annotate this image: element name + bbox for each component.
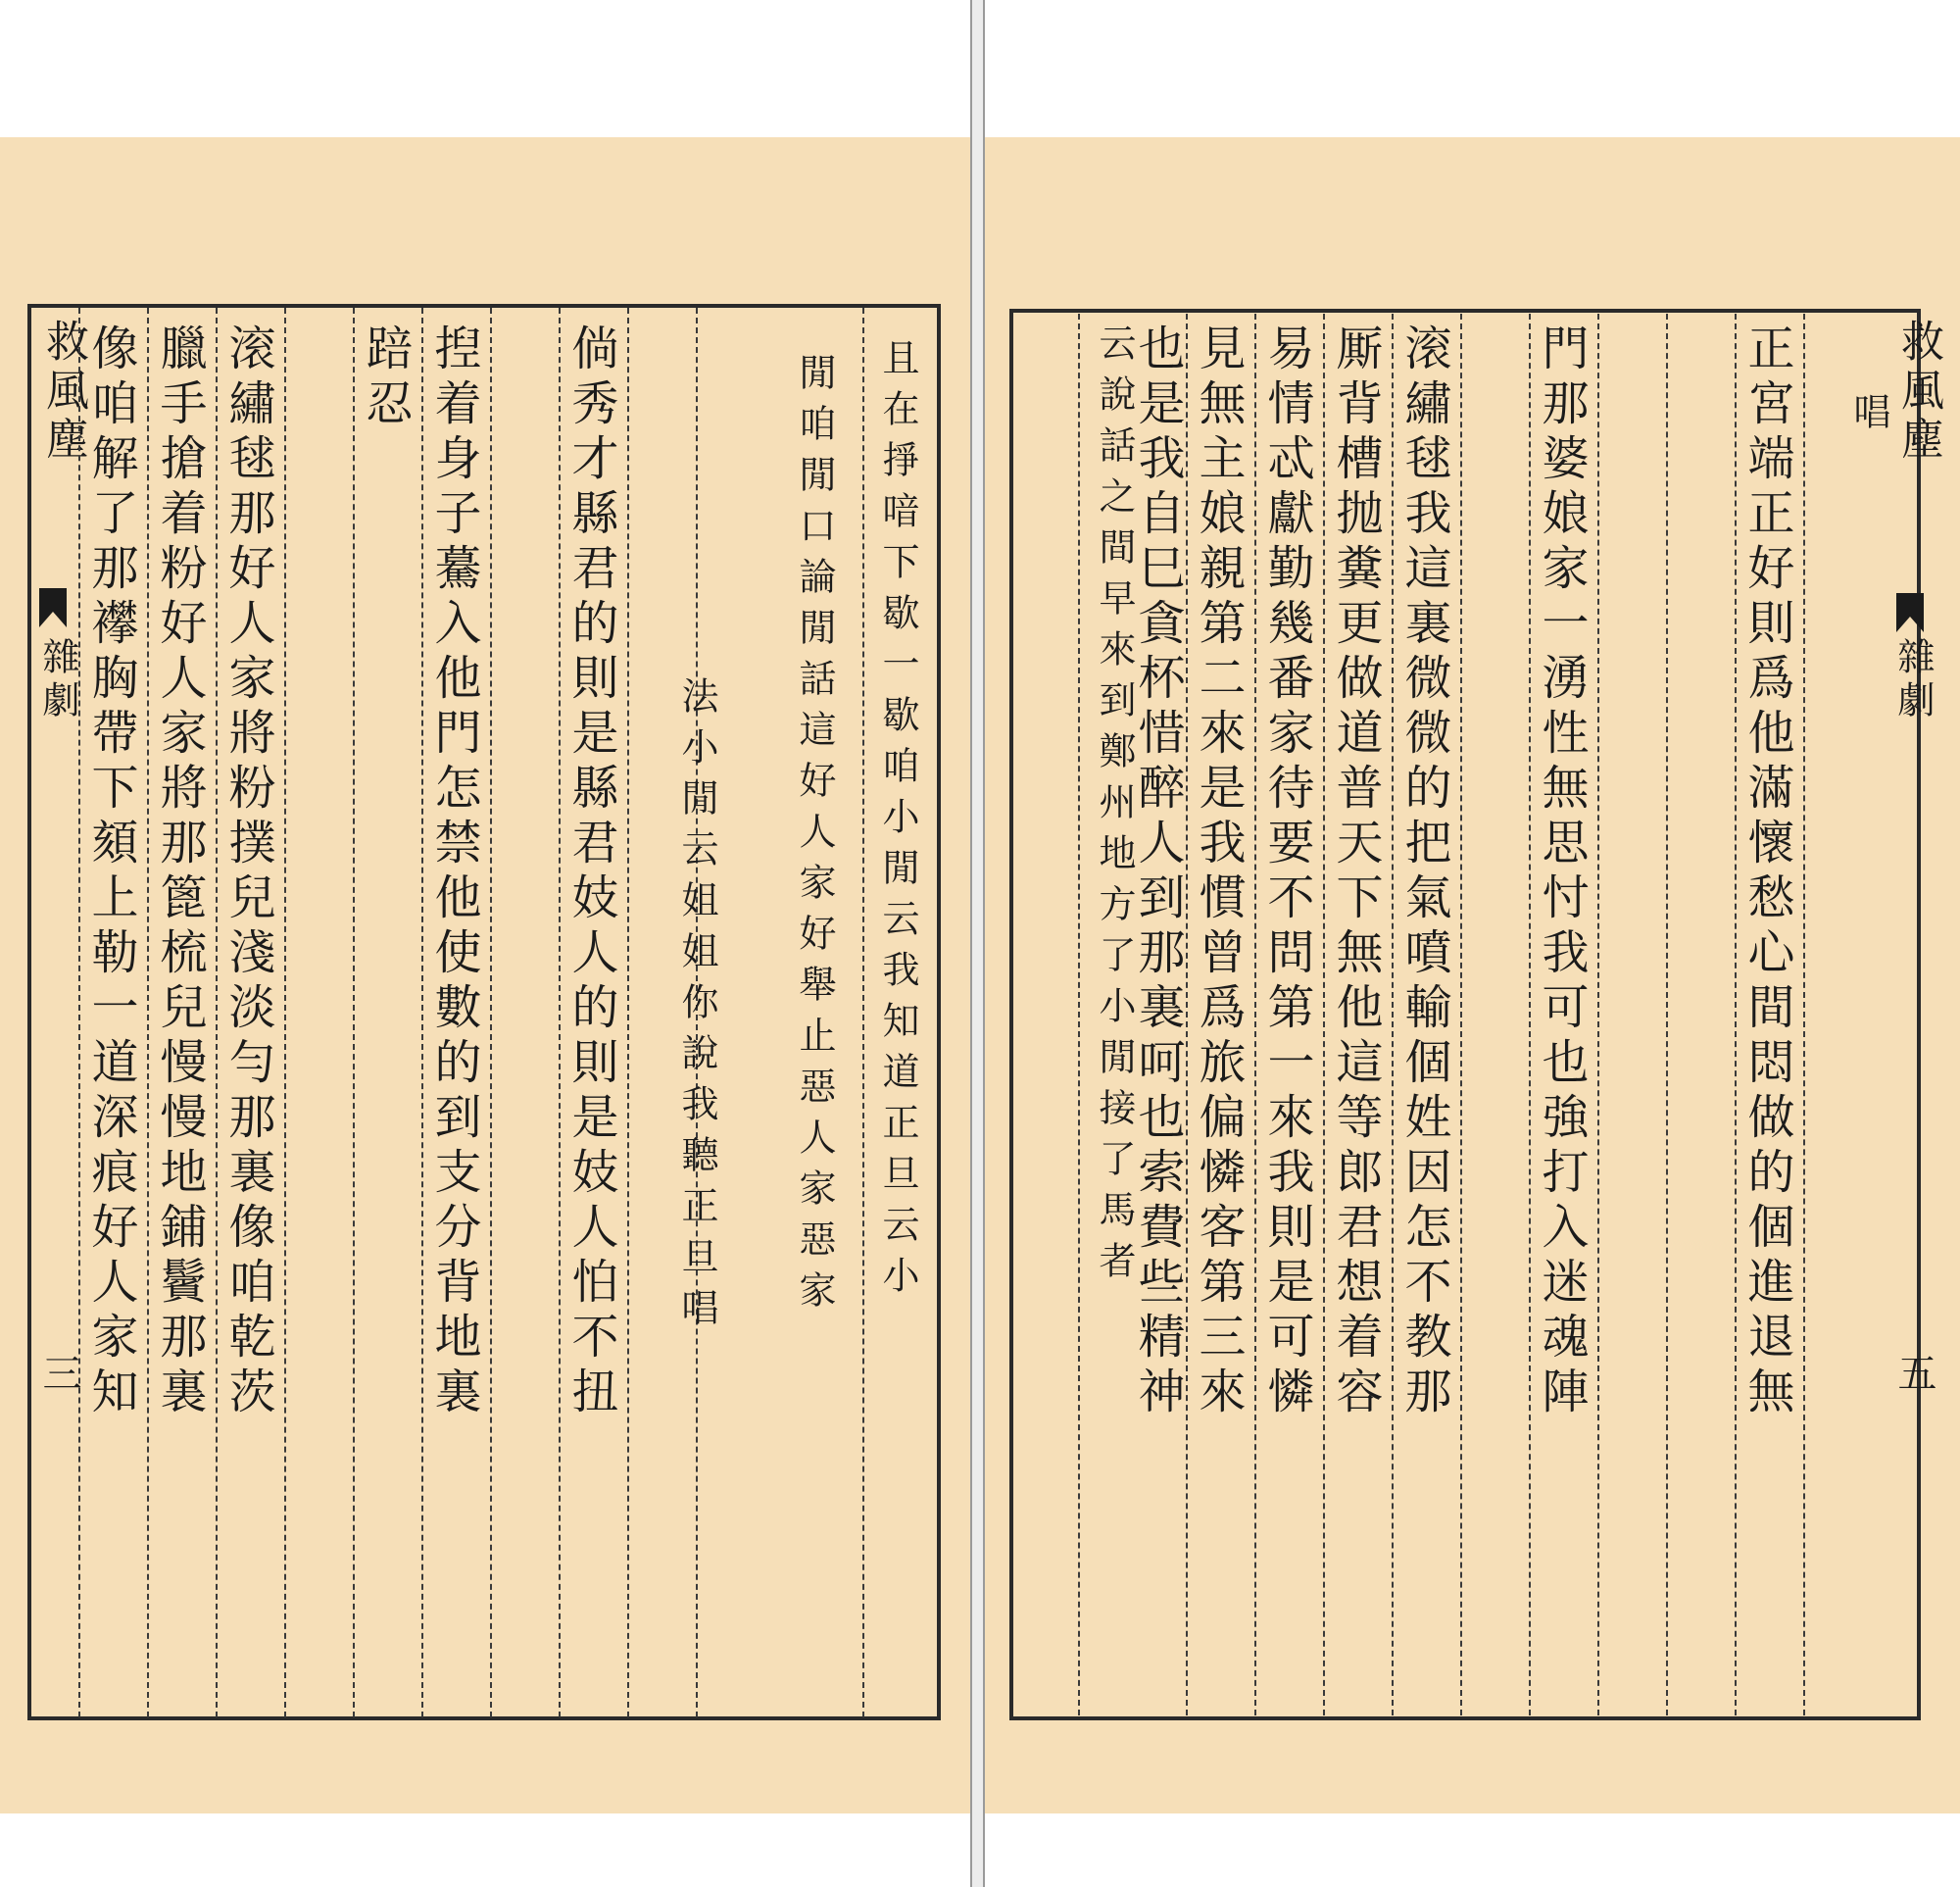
right-column-rule (1597, 314, 1599, 1715)
left-text-column-8: 閒咱閒口論閒話這好人家好舉止惡人家惡家 (793, 353, 836, 1321)
left-column-rule (627, 308, 629, 1717)
right-fold-act: 雜劇 (1891, 637, 1935, 723)
left-text-column-3: 滚繡毬那好人家將粉撲兒淺淡勻那裏像咱乾茨 (220, 323, 275, 1421)
right-text-column-2: 門那婆娘家一湧性無思忖我可也強打入迷魂陣 (1534, 323, 1589, 1421)
left-text-column-4: 踣忍 (358, 323, 413, 433)
right-fold-title: 救風塵 (1893, 319, 1943, 466)
right-fold-top: 唱 (1847, 392, 1890, 435)
left-fold-act: 雜劇 (36, 637, 79, 723)
right-column-rule (1078, 314, 1080, 1715)
right-text-column-1: 正宮端正好則爲他滿懷愁心間悶做的個進退無 (1740, 323, 1794, 1421)
right-text-column-8: 云說話之間早來到鄭州地方了小閒接了馬者 (1093, 323, 1136, 1292)
right-text-column-6: 見無主娘親第二來是我慣曾爲旅偏憐客第三來 (1191, 323, 1246, 1421)
left-text-column-7: 法小閒云姐姐你說我聽正旦唱 (675, 676, 718, 1339)
right-text-column-5: 易情忒獻勤幾番家待要不問第一來我則是可憐 (1259, 323, 1314, 1421)
book-gutter (970, 0, 985, 1887)
right-column-rule (1803, 314, 1805, 1715)
left-column-rule (862, 308, 864, 1717)
left-column-rule (353, 308, 355, 1717)
left-text-column-6: 倘秀才縣君的則是縣君妓人的則是妓人怕不扭 (564, 323, 618, 1421)
right-text-column-4: 厮背槽抛糞更做道普天下無他這等郎君想着容 (1328, 323, 1383, 1421)
left-column-rule (284, 308, 286, 1717)
right-column-rule (1460, 314, 1462, 1715)
right-fold-page: 五 (1891, 1353, 1936, 1398)
left-fold-page: 三 (36, 1353, 81, 1398)
left-text-column-5: 揑着身子驀入他門怎禁他使數的到支分背地裏 (426, 323, 481, 1421)
left-text-column-9: 且在掙喑下歇一歇咱小閒云我知道正旦云小 (876, 338, 919, 1307)
right-column-rule (1666, 314, 1668, 1715)
right-text-column-3: 滚繡毬我這裏微微的把氣噴輸個姓因怎不教那 (1396, 323, 1451, 1421)
left-column-rule (490, 308, 492, 1717)
left-text-column-1: 像咱解了那襻胸帶下頦上勒一道深痕好人家知 (83, 323, 138, 1421)
left-fold-title: 救風塵 (38, 319, 88, 466)
right-text-column-7: 也是我自巳貪杯惜醉人到那裏呵也索費些精神 (1130, 323, 1185, 1421)
left-text-column-2: 臘手搶着粉好人家將那篦梳兒慢慢地鋪鬢那裏 (152, 323, 207, 1421)
